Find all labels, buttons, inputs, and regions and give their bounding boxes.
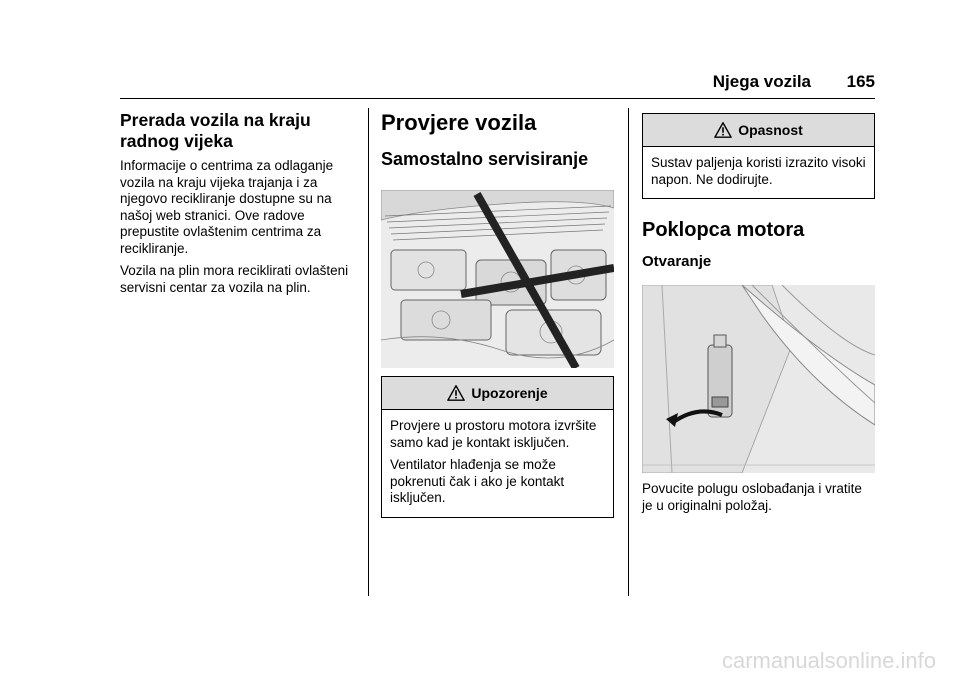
- hood-release-illustration: [642, 285, 875, 473]
- column-recycling: [120, 110, 352, 302]
- engine-bay-illustration: [381, 190, 614, 368]
- page-number: 165: [846, 72, 875, 91]
- warning-box: [381, 376, 614, 518]
- recycling-heading: Prerada vozila na kraju radnog vijeka: [120, 110, 311, 151]
- hood-section-title: Poklopca motora: [642, 219, 805, 241]
- page-header: [120, 72, 875, 102]
- danger-triangle-icon: [714, 121, 732, 139]
- recycling-paragraph-2: Vozila na plin mora reciklirati ovlašteni servisni centar za vozila na plin.: [120, 263, 349, 295]
- vehicle-checks-title: Provjere vozila: [381, 110, 537, 135]
- warning-triangle-icon: [447, 384, 465, 402]
- column-vehicle-checks: [381, 110, 614, 518]
- warning-box-body: [382, 410, 613, 517]
- self-service-subtitle: Samostalno servisiranje: [381, 149, 589, 169]
- danger-label: Opasnost: [738, 122, 803, 138]
- warning-paragraph-2: Ventilator hlađenja se može pokrenuti čak i ako je kontakt isključen.: [390, 457, 565, 505]
- opening-subheading: Otvaranje: [642, 253, 712, 270]
- warning-paragraph-1: Provjere u prostoru motora izvršite samo kad je kontakt isključen.: [390, 418, 597, 450]
- warning-label: Upozorenje: [471, 385, 548, 401]
- watermark: carmanualsonline.info: [721, 648, 936, 673]
- recycling-paragraph-1: Informacije o centrima za odlaganje vozila na kraju vijeka trajanja i za njegovo recikliranje dostupne su na našoj web stranici. Ove radove prepustite ovlaštenim centrima za recikliranje.: [120, 158, 334, 256]
- danger-box-header: [643, 114, 874, 147]
- danger-box: [642, 113, 875, 199]
- section-title: Njega vozila: [712, 72, 811, 91]
- column-hood: [642, 113, 875, 520]
- danger-box-body: [643, 147, 874, 198]
- column-divider-left: [368, 108, 369, 596]
- hood-release-caption: Povucite polugu oslobađanja i vratite je u originalni položaj.: [642, 481, 862, 513]
- danger-text: Sustav paljenja koristi izrazito visoki napon. Ne dodirujte.: [651, 155, 866, 187]
- column-divider-right: [628, 108, 629, 596]
- warning-box-header: [382, 377, 613, 410]
- header-rule: [120, 98, 875, 99]
